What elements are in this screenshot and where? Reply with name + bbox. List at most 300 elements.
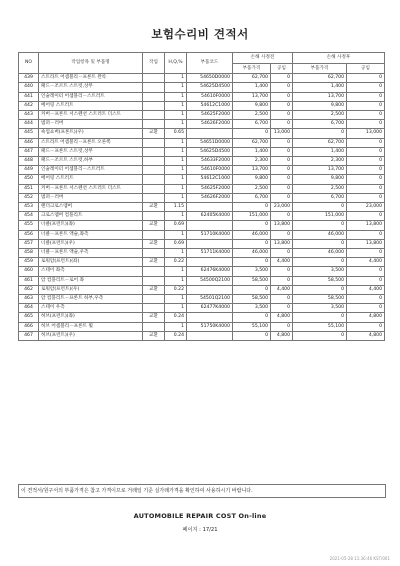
table-row [19, 276, 385, 285]
table-row [19, 129, 385, 138]
row-price-after: 2,500 [293, 184, 347, 193]
row-price-before: 9,800 [233, 101, 271, 110]
row-hq: 1 [165, 74, 187, 83]
row-part-code [187, 221, 233, 230]
row-hq: 1 [165, 322, 187, 331]
row-part-code: 54625D4500 [187, 83, 233, 92]
row-price-after: 6,700 [293, 120, 347, 129]
row-part-code: 51710K4000 [187, 230, 233, 239]
row-hq: 0.69 [165, 239, 187, 248]
row-price-before: 0 [233, 203, 271, 212]
row-price-before: 46,000 [233, 249, 271, 258]
row-hq: 0.69 [165, 221, 187, 230]
row-part-code: 62477K4000 [187, 304, 233, 313]
row-labor-after: 0 [347, 175, 385, 184]
row-no: 461 [19, 276, 39, 285]
row-work [143, 249, 165, 258]
row-no: 448 [19, 157, 39, 166]
row-work: 교환 [143, 258, 165, 267]
row-item: 허브(프런트)(우) [39, 331, 143, 340]
row-price-after: 55,100 [293, 322, 347, 331]
row-hq: 1 [165, 276, 187, 285]
row-work [143, 295, 165, 304]
row-labor-before: 13,800 [271, 221, 293, 230]
estimate-table [18, 52, 385, 341]
row-part-code [187, 258, 233, 267]
row-labor-after: 0 [347, 322, 385, 331]
row-no: 451 [19, 184, 39, 193]
row-item: 커버－프론트 서스펜션 스트러트 더스트 [39, 184, 143, 193]
row-part-code [187, 129, 233, 138]
row-part-code: 54651D0000 [187, 138, 233, 147]
table-row [19, 83, 385, 92]
table-row [19, 331, 385, 340]
table-row [19, 230, 385, 239]
row-price-after: 13,700 [293, 166, 347, 175]
row-price-before: 0 [233, 313, 271, 322]
row-labor-before: 0 [271, 157, 293, 166]
row-price-before: 0 [233, 221, 271, 230]
row-labor-after: 0 [347, 212, 385, 221]
row-part-code [187, 331, 233, 340]
row-price-after: 13,700 [293, 92, 347, 101]
header-part-code: 부품코드 [187, 53, 233, 74]
row-item: 스트라트 어셈블리－프론트 오른쪽 [39, 138, 143, 147]
row-part-code: 62405K4000 [187, 212, 233, 221]
row-price-after: 46,000 [293, 230, 347, 239]
row-item: 베어링 스트러트 [39, 101, 143, 110]
row-part-code: 54625F2000 [187, 184, 233, 193]
row-labor-before: 0 [271, 267, 293, 276]
document-title: 보험수리비 견적서 [151, 27, 249, 41]
row-labor-before: 23,000 [271, 203, 293, 212]
row-price-before: 58,500 [233, 276, 271, 285]
row-labor-before: 0 [271, 175, 293, 184]
row-price-before: 0 [233, 285, 271, 294]
table-row [19, 157, 385, 166]
row-no: 463 [19, 295, 39, 304]
row-price-before: 1,400 [233, 147, 271, 156]
row-labor-after: 0 [347, 304, 385, 313]
row-work [143, 101, 165, 110]
table-header [19, 53, 385, 74]
row-labor-after: 0 [347, 276, 385, 285]
row-no: 444 [19, 120, 39, 129]
row-item: 암 컴플리트－프론트 하부,우측 [39, 295, 143, 304]
row-price-before: 3,500 [233, 267, 271, 276]
row-work [143, 111, 165, 120]
row-labor-before: 0 [271, 230, 293, 239]
row-item: 베어링 스트러트 [39, 175, 143, 184]
row-work [143, 166, 165, 175]
row-price-before: 0 [233, 239, 271, 248]
row-no: 447 [19, 147, 39, 156]
table-row [19, 111, 385, 120]
row-item: 너클(프런트)(좌) [39, 221, 143, 230]
row-price-before: 6,700 [233, 193, 271, 202]
row-price-before: 2,500 [233, 184, 271, 193]
row-labor-after: 23,000 [347, 203, 385, 212]
row-labor-before: 0 [271, 111, 293, 120]
row-price-after: 0 [293, 285, 347, 294]
row-item: 너클(프런트)(우) [39, 239, 143, 248]
row-labor-after: 0 [347, 101, 385, 110]
row-part-code [187, 203, 233, 212]
row-labor-after: 0 [347, 295, 385, 304]
row-no: 464 [19, 304, 39, 313]
row-labor-before: 13,800 [271, 239, 293, 248]
row-work [143, 175, 165, 184]
row-work [143, 304, 165, 313]
table-row [19, 285, 385, 294]
row-item: 패드－조르트 스트럿,상무 [39, 83, 143, 92]
row-part-code [187, 285, 233, 294]
row-part-code: 54633F2000 [187, 157, 233, 166]
row-item: 범퍼－러버 [39, 120, 143, 129]
row-item: 암 컴플리트－로어 좌 [39, 276, 143, 285]
row-labor-after: 0 [347, 138, 385, 147]
row-no: 439 [19, 74, 39, 83]
header-before-adjust: 손해 사정전 [233, 53, 293, 64]
table-row [19, 147, 385, 156]
row-price-after: 0 [293, 221, 347, 230]
table-row [19, 212, 385, 221]
row-no: 440 [19, 83, 39, 92]
row-price-after: 62,700 [293, 74, 347, 83]
row-labor-before: 4,800 [271, 313, 293, 322]
row-labor-after: 0 [347, 92, 385, 101]
row-labor-after: 0 [347, 184, 385, 193]
row-hq: 1 [165, 212, 187, 221]
print-stamp: 2021-05-28 11:36:46 KST/001 [329, 556, 390, 561]
row-no: 467 [19, 331, 39, 340]
row-labor-before: 0 [271, 101, 293, 110]
row-labor-after: 0 [347, 166, 385, 175]
notice-text: 이 견적서/원구서의 부품가격은 참고 가격이므로 거래일 기준 실가래가격을 확인하여 사용하시기 바랍니다. [21, 488, 253, 494]
row-price-before: 46,000 [233, 230, 271, 239]
row-price-after: 0 [293, 129, 347, 138]
row-price-after: 9,800 [293, 175, 347, 184]
row-hq: 1 [165, 267, 187, 276]
row-part-code: 54500Q2100 [187, 276, 233, 285]
row-no: 453 [19, 203, 39, 212]
row-no: 441 [19, 92, 39, 101]
row-work [143, 322, 165, 331]
row-item: 패드－조르트 스트럿,하부 [39, 157, 143, 166]
row-no: 465 [19, 313, 39, 322]
row-item: 크로스멤버 컴플리트 [39, 212, 143, 221]
row-price-before: 62,700 [233, 74, 271, 83]
header-labor-after: 공임 [347, 63, 385, 74]
row-hq: 1.15 [165, 203, 187, 212]
table-row [19, 138, 385, 147]
row-work [143, 184, 165, 193]
row-part-code [187, 239, 233, 248]
row-hq: 0.22 [165, 258, 187, 267]
row-labor-before: 4,800 [271, 331, 293, 340]
page-number: 페이지 : 17/21 [182, 527, 218, 533]
row-price-after: 0 [293, 203, 347, 212]
row-labor-after: 4,800 [347, 313, 385, 322]
row-item: 범퍼－러버 [39, 193, 143, 202]
row-labor-before: 4,400 [271, 285, 293, 294]
row-no: 443 [19, 111, 39, 120]
row-labor-before: 0 [271, 74, 293, 83]
row-labor-before: 0 [271, 322, 293, 331]
row-part-code: 51711K4000 [187, 249, 233, 258]
row-labor-after: 4,400 [347, 285, 385, 294]
row-price-after: 2,300 [293, 157, 347, 166]
row-hq: 1 [165, 166, 187, 175]
row-hq: 1 [165, 120, 187, 129]
row-work [143, 138, 165, 147]
row-work: 교환 [143, 221, 165, 230]
row-hq: 1 [165, 249, 187, 258]
row-price-before: 62,700 [233, 138, 271, 147]
table-row [19, 166, 385, 175]
row-no: 446 [19, 138, 39, 147]
row-no: 456 [19, 230, 39, 239]
row-no: 455 [19, 221, 39, 230]
row-hq: 0.22 [165, 285, 187, 294]
row-part-code: 62476K4000 [187, 267, 233, 276]
row-item: 로워암(프런트)(우) [39, 285, 143, 294]
row-labor-after: 0 [347, 111, 385, 120]
row-labor-after: 0 [347, 83, 385, 92]
row-item: 커버－프론트 서스펜션 스트러트 더스트 [39, 111, 143, 120]
row-item: 패드－프론트 스트럿,상무 [39, 147, 143, 156]
row-no: 466 [19, 322, 39, 331]
table-row [19, 120, 385, 129]
row-work: 교환 [143, 239, 165, 248]
row-work [143, 74, 165, 83]
row-price-after: 2,500 [293, 111, 347, 120]
row-work: 교환 [143, 203, 165, 212]
table-row [19, 92, 385, 101]
row-part-code [187, 313, 233, 322]
row-labor-after: 0 [347, 74, 385, 83]
row-price-before: 9,800 [233, 175, 271, 184]
row-labor-before: 0 [271, 249, 293, 258]
table-row [19, 74, 385, 83]
row-item: 스트라트 어셈블리－프론트 완록 [39, 74, 143, 83]
row-price-before: 13,700 [233, 92, 271, 101]
row-part-code: 54612C1000 [187, 175, 233, 184]
row-no: 454 [19, 212, 39, 221]
row-labor-before: 0 [271, 295, 293, 304]
table-row [19, 193, 385, 202]
row-labor-after: 4,800 [347, 331, 385, 340]
header-price-after: 부품가격 [293, 63, 347, 74]
row-hq: 1 [165, 147, 187, 156]
row-labor-after: 0 [347, 120, 385, 129]
row-no: 457 [19, 239, 39, 248]
row-price-after: 0 [293, 331, 347, 340]
row-labor-before: 4,400 [271, 258, 293, 267]
row-price-after: 0 [293, 313, 347, 322]
row-part-code: 54625F2000 [187, 111, 233, 120]
row-labor-before: 0 [271, 92, 293, 101]
row-item: 너클－프론트 액슬,좌측 [39, 230, 143, 239]
row-price-after: 58,500 [293, 295, 347, 304]
row-price-after: 151,000 [293, 212, 347, 221]
row-item: 로워암(프런트)(좌) [39, 258, 143, 267]
table-row [19, 221, 385, 230]
row-work [143, 267, 165, 276]
row-hq: 1 [165, 92, 187, 101]
table-row [19, 184, 385, 193]
row-no: 458 [19, 249, 39, 258]
row-work [143, 230, 165, 239]
notice-box [18, 484, 386, 498]
row-hq: 1 [165, 175, 187, 184]
row-price-before: 151,000 [233, 212, 271, 221]
row-price-before: 0 [233, 258, 271, 267]
row-price-before: 0 [233, 331, 271, 340]
row-labor-before: 0 [271, 120, 293, 129]
row-price-after: 58,500 [293, 276, 347, 285]
table-row [19, 267, 385, 276]
row-labor-before: 0 [271, 184, 293, 193]
row-price-after: 1,400 [293, 147, 347, 156]
row-labor-after: 0 [347, 267, 385, 276]
row-labor-after: 13,800 [347, 239, 385, 248]
table-body [19, 74, 385, 341]
row-labor-before: 0 [271, 166, 293, 175]
row-hq: 1 [165, 101, 187, 110]
table-row [19, 239, 385, 248]
row-part-code: 54612C1000 [187, 101, 233, 110]
row-work: 교환 [143, 313, 165, 322]
row-price-after: 62,700 [293, 138, 347, 147]
table-row [19, 203, 385, 212]
table-row [19, 313, 385, 322]
header-work: 작업 [143, 53, 165, 74]
row-price-before: 1,400 [233, 83, 271, 92]
row-labor-before: 0 [271, 304, 293, 313]
row-work: 교환 [143, 331, 165, 340]
row-price-after: 3,500 [293, 267, 347, 276]
row-hq: 1 [165, 304, 187, 313]
row-item: 허브 어셈블리－프론트 휠 [39, 322, 143, 331]
row-work: 교환 [143, 285, 165, 294]
row-price-before: 6,700 [233, 120, 271, 129]
row-labor-after: 13,800 [347, 221, 385, 230]
row-price-after: 6,700 [293, 193, 347, 202]
row-hq: 1 [165, 193, 187, 202]
header-no: NO [19, 53, 39, 74]
row-no: 462 [19, 285, 39, 294]
row-part-code: 54610F0000 [187, 92, 233, 101]
row-labor-before: 13,000 [271, 129, 293, 138]
row-part-code: 51750K4000 [187, 322, 233, 331]
table-row [19, 322, 385, 331]
row-hq: 0.65 [165, 129, 187, 138]
row-price-before: 2,500 [233, 111, 271, 120]
row-work [143, 92, 165, 101]
row-labor-after: 13,000 [347, 129, 385, 138]
row-hq: 1 [165, 230, 187, 239]
row-no: 452 [19, 193, 39, 202]
row-labor-after: 0 [347, 157, 385, 166]
row-price-before: 55,100 [233, 322, 271, 331]
row-hq: 1 [165, 295, 187, 304]
row-labor-before: 0 [271, 83, 293, 92]
row-price-before: 2,300 [233, 157, 271, 166]
header-price-before: 부품가격 [233, 63, 271, 74]
row-hq: 0.24 [165, 331, 187, 340]
row-work [143, 193, 165, 202]
row-labor-after: 0 [347, 230, 385, 239]
row-labor-before: 0 [271, 193, 293, 202]
row-labor-after: 0 [347, 193, 385, 202]
row-no: 449 [19, 166, 39, 175]
row-part-code: 54626F2000 [187, 193, 233, 202]
table-row [19, 258, 385, 267]
row-work: 교환 [143, 129, 165, 138]
row-part-code: 54610F0000 [187, 166, 233, 175]
row-price-before: 58,500 [233, 295, 271, 304]
row-labor-after: 4,400 [347, 258, 385, 267]
table-row [19, 304, 385, 313]
row-price-after: 3,500 [293, 304, 347, 313]
row-item: 허브(프런트)(좌) [39, 313, 143, 322]
row-no: 445 [19, 129, 39, 138]
row-price-after: 0 [293, 239, 347, 248]
row-item: 스테이 좌측 [39, 267, 143, 276]
row-no: 460 [19, 267, 39, 276]
row-hq: 1 [165, 83, 187, 92]
brand-name: AUTOMOBILE REPAIR COST On-line [133, 512, 267, 520]
row-work [143, 212, 165, 221]
row-no: 442 [19, 101, 39, 110]
row-item: 인슐레이터 어셈블리－스트러트 [39, 166, 143, 175]
row-price-after: 0 [293, 258, 347, 267]
row-work [143, 120, 165, 129]
row-hq: 1 [165, 184, 187, 193]
row-price-after: 1,400 [293, 83, 347, 92]
header-hqs: H,Q,% [165, 53, 187, 74]
row-item: 너클－프론트 액슬,우측 [39, 249, 143, 258]
row-price-after: 46,000 [293, 249, 347, 258]
row-labor-after: 0 [347, 249, 385, 258]
table-row [19, 175, 385, 184]
row-hq: 0.24 [165, 313, 187, 322]
row-price-before: 13,700 [233, 166, 271, 175]
row-labor-after: 0 [347, 147, 385, 156]
row-part-code: 54625D4500 [187, 147, 233, 156]
row-labor-before: 0 [271, 276, 293, 285]
header-item: 작업항목 및 부품명 [39, 53, 143, 74]
row-work [143, 157, 165, 166]
row-work [143, 147, 165, 156]
header-after-adjust: 손해 사정후 [293, 53, 385, 64]
row-no: 459 [19, 258, 39, 267]
row-part-code: 54501Q2100 [187, 295, 233, 304]
row-item: 인슐레이터 어셈블리－스트러트 [39, 92, 143, 101]
table-row [19, 101, 385, 110]
row-part-code: 54650D0000 [187, 74, 233, 83]
row-work [143, 276, 165, 285]
row-price-before: 0 [233, 129, 271, 138]
row-no: 450 [19, 175, 39, 184]
row-hq: 1 [165, 138, 187, 147]
row-item: 쇽업쇼버(프론트)(우) [39, 129, 143, 138]
row-price-after: 9,800 [293, 101, 347, 110]
row-hq: 1 [165, 111, 187, 120]
row-labor-before: 0 [271, 138, 293, 147]
table-row [19, 295, 385, 304]
